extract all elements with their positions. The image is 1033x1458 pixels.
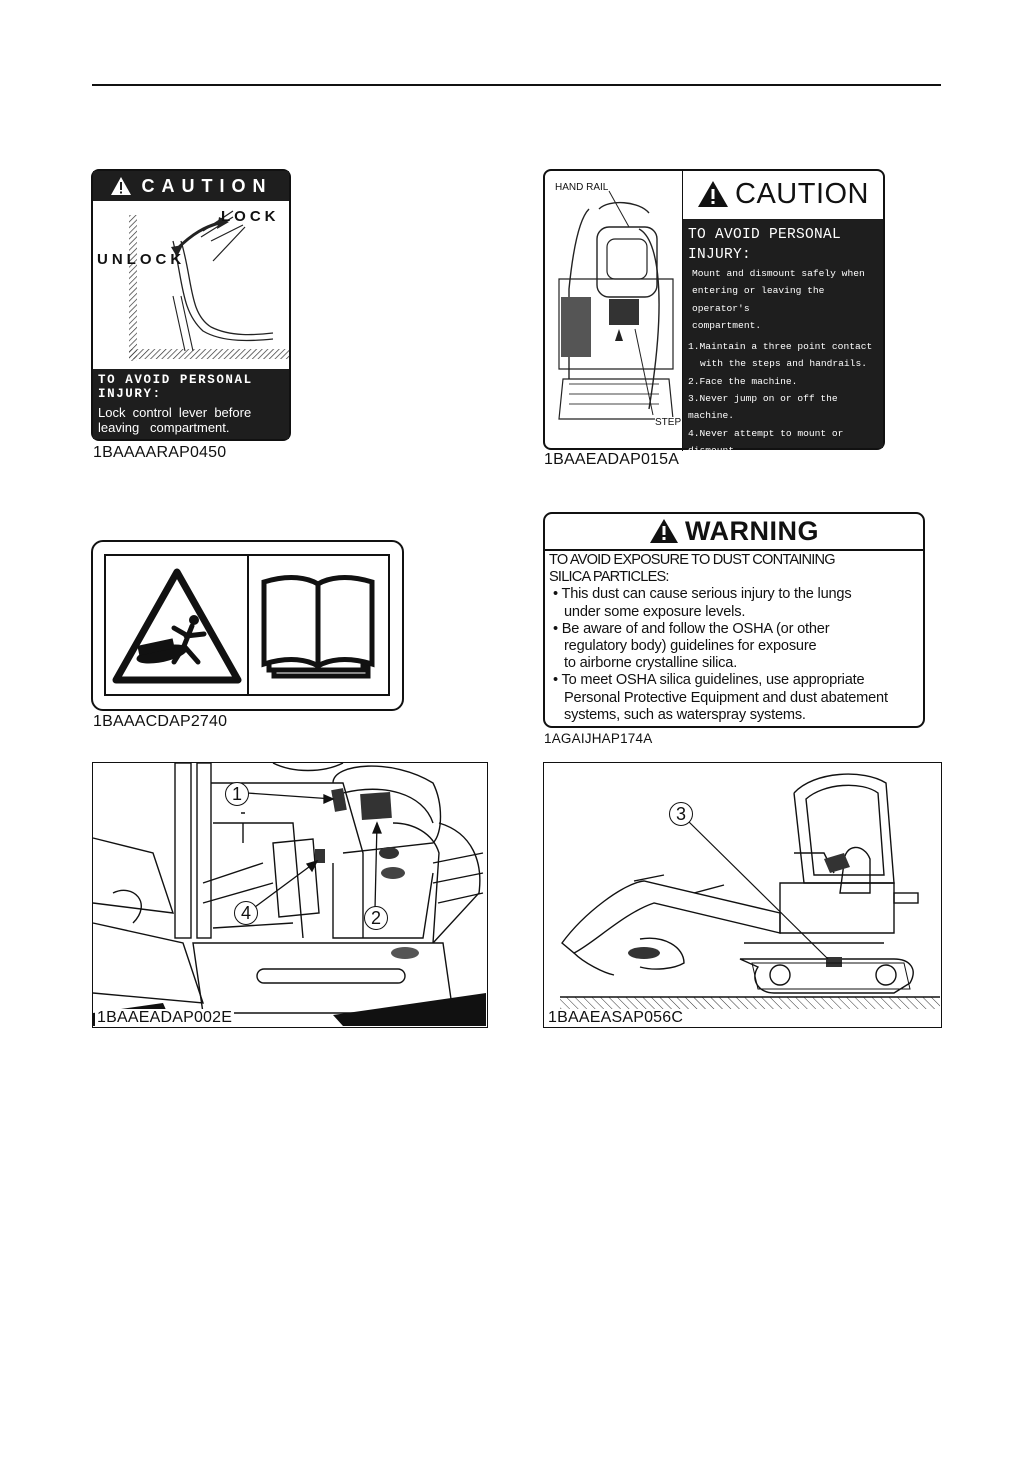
intro-line-3: compartment. — [692, 319, 762, 331]
lock-lever-illustration — [93, 201, 289, 369]
item-4-line-2: a moving machine. — [700, 462, 798, 474]
warning-subhead-1: TO AVOID EXPOSURE TO DUST CONTAINING — [549, 552, 835, 568]
bullet-3-line-3: systems, such as waterspray systems. — [564, 706, 806, 723]
item-1-line-1: 1.Maintain a three point contact — [688, 341, 873, 353]
crush-hazard-icon — [112, 566, 242, 686]
figure-code: 1BAAEADAP015A — [544, 451, 680, 468]
warning-body — [549, 552, 923, 724]
lock-label: LOCK — [221, 208, 280, 225]
item-3: 3.Never jump on or off the machine. — [688, 393, 838, 422]
item-1-line-2: with the steps and handrails. — [700, 358, 867, 370]
figure-code: 1AGAIJHAP174A — [544, 731, 653, 746]
label-line-1: Lock control lever before — [98, 405, 252, 420]
warning-heading: WARNING — [685, 515, 819, 546]
caution-lock-lever-label — [91, 169, 291, 441]
warning-triangle-icon — [649, 518, 679, 544]
bullet-1-line-1: • This dust can cause serious injury to the lungs — [553, 586, 852, 603]
caution-header — [683, 171, 883, 217]
caution-heading: CAUTION — [735, 177, 869, 210]
read-manual-icon — [260, 572, 382, 682]
caution-heading: CAUTION — [141, 175, 273, 196]
item-5-line-1: 5.Never use control levers as — [688, 479, 855, 491]
warning-silica-label — [543, 512, 925, 728]
intro-line-1: Mount and dismount safely when — [692, 268, 865, 279]
pictogram-frame — [104, 554, 390, 696]
label-text-band — [683, 219, 883, 508]
warning-header — [545, 514, 923, 548]
label-subhead: TO AVOID PERSONAL INJURY: — [98, 373, 253, 401]
operator-compartment-illustration — [549, 179, 683, 441]
cab-illustration — [93, 763, 486, 1026]
hand-rail-label: HAND RAIL — [555, 182, 609, 193]
excavator-illustration — [544, 763, 940, 1026]
label-text-band — [93, 369, 289, 439]
figure-code: 1BAAEASAP056C — [548, 1009, 684, 1026]
warning-triangle-icon — [110, 176, 132, 196]
bullet-3-line-1: • To meet OSHA silica guidelines, use appropriate — [553, 672, 865, 689]
label-header-band — [93, 171, 289, 201]
item-5-line-2: handles. — [700, 496, 747, 508]
callout-3: 3 — [669, 802, 693, 826]
label-line-2: leaving compartment. — [98, 420, 230, 435]
callout-2: 2 — [364, 906, 388, 930]
bullet-2-line-2: regulatory body) guidelines for exposure — [564, 638, 817, 655]
pictogram-divider — [247, 556, 249, 694]
unlock-label: UNLOCK — [97, 251, 186, 268]
bullet-2-line-1: • Be aware of and follow the OSHA (or other — [553, 620, 830, 637]
figure-code: 1BAAACDAP2740 — [93, 713, 228, 730]
machine-label-location-figure — [543, 762, 942, 1028]
warning-header-rule — [545, 549, 923, 551]
figure-code: 1BAAEADAP002E — [97, 1009, 233, 1026]
pictogram-label — [91, 540, 404, 711]
warning-triangle-icon — [697, 179, 729, 209]
warning-subhead-2: SILICA PARTICLES: — [549, 569, 669, 586]
bullet-1-line-2: under some exposure levels. — [564, 603, 746, 620]
cab-label-location-figure — [92, 762, 488, 1028]
intro-line-2: entering or leaving the operator's — [692, 285, 825, 314]
header-rule — [92, 84, 941, 86]
item-2: 2.Face the machine. — [688, 375, 798, 387]
item-4-line-1: 4.Never attempt to mount or dismount — [688, 427, 844, 456]
figure-code: 1BAAAARAP0450 — [93, 444, 227, 461]
bullet-3-line-2: Personal Protective Equipment and dust abatement — [564, 689, 888, 706]
label-subhead: TO AVOID PERSONAL INJURY: — [688, 227, 842, 263]
callout-1: 1 — [225, 782, 249, 806]
step-label: STEP — [655, 417, 682, 428]
callout-4: 4 — [234, 901, 258, 925]
bullet-2-line-3: to airborne crystalline silica. — [564, 655, 738, 672]
